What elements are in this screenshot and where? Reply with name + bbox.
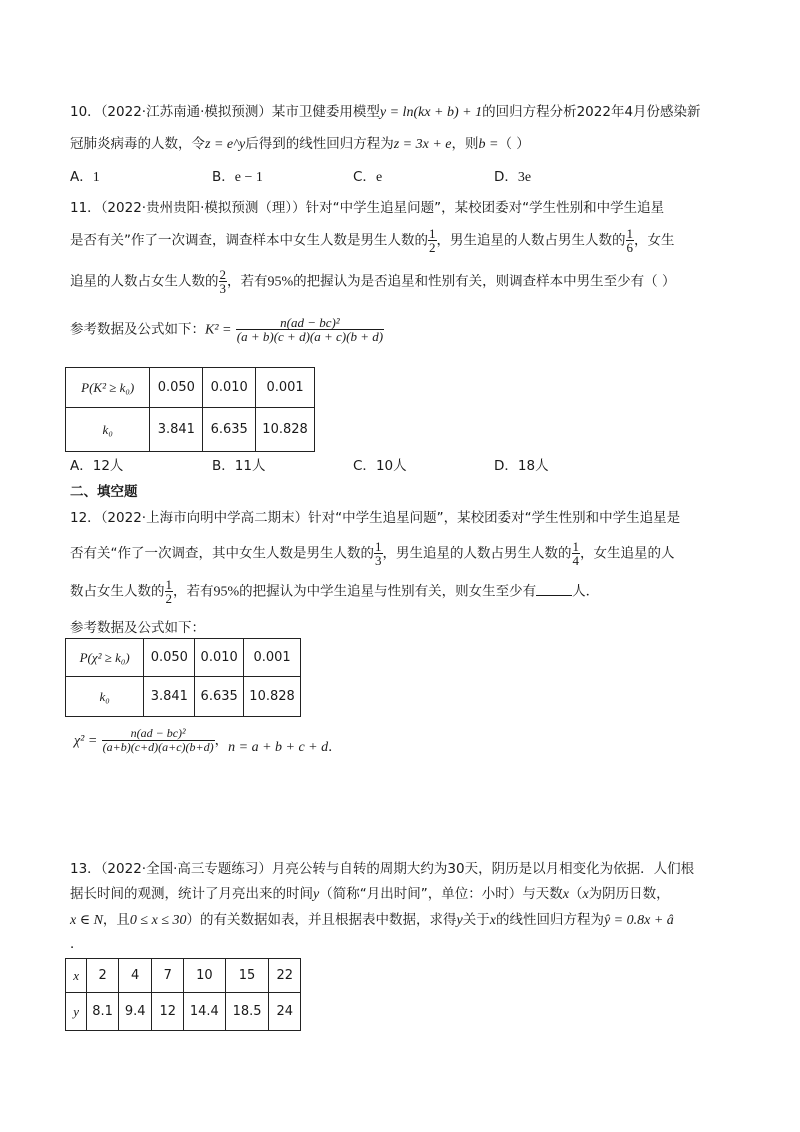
q10-option-a: A．1: [70, 169, 100, 185]
q11-option-c: C．10人: [353, 458, 407, 474]
section-heading: 二、填空题: [70, 484, 138, 500]
q12-line3: 数占女生人数的 $\frac{1}{2}$ ，若有95%的把握认为中学生追星与性别有关，则女生至少有 人．: [70, 577, 600, 606]
q13-table-head-y: y: [66, 993, 87, 1031]
q13-number: 13．: [70, 861, 101, 877]
table-cell: 3.841: [144, 677, 195, 717]
q11-table-head-p: P(K² ≥ k₀): [66, 368, 150, 408]
q11-number: 11．: [70, 200, 101, 216]
q11-line1: [70, 196, 664, 216]
answer-blank[interactable]: [536, 581, 572, 596]
q11-line2: 是否有关”作了一次调查，调查样本中女生人数是男生人数的 $\frac{1}{2}$ ，男生追星的人数占男生人数的 $\frac{1}{6}$ ，女生: [70, 226, 675, 255]
q13-line3: x ∈ N，且0 ≤ x ≤ 30）的有关数据如表，并且根据表中数据，求得y关于x的线性回归方程为ŷ = 0.8x + â: [70, 912, 674, 928]
table-cell: 10: [183, 959, 225, 993]
q13-line1: 13．（2022·全国·高三专题练习）月亮公转与自转的周期大约为30天，阴历是以月相变化为依据．人们根: [70, 861, 695, 877]
q11-formula-fraction: $\frac{\text{n(ad − bc)²}}{(a + b)(c + d)(a + c)(b + d)}$: [236, 315, 384, 344]
q10-option-b: B．e − 1: [212, 169, 263, 185]
q10-number: 10．: [70, 104, 101, 120]
q12-formula: χ² = $\frac{\text{n(ad − bc)²}}{(a+b)(c+d)(a+c)(b+d)}$ ，n = a + b + c + d．: [74, 726, 342, 755]
table-cell: 14.4: [183, 993, 225, 1031]
q12-table-head-p: P(χ² ≥ k₀): [66, 639, 144, 677]
table-cell: 6.635: [203, 408, 256, 452]
table-cell: 4: [118, 959, 152, 993]
table-cell: 3.841: [150, 408, 203, 452]
table-cell: 0.050: [150, 368, 203, 408]
q12-table-head-k: k₀: [66, 677, 144, 717]
table-cell: 10.828: [256, 408, 315, 452]
q13-regression: ŷ = 0.8x + â: [603, 913, 674, 928]
table-cell: 2: [87, 959, 119, 993]
table-cell: 8.1: [87, 993, 119, 1031]
table-cell: 7: [152, 959, 184, 993]
q10-paren: （ ）: [498, 136, 530, 152]
q11-source: （2022·贵州贵阳·模拟预测（理））: [100, 200, 306, 216]
q10-source: （2022·江苏南通·模拟预测）: [100, 104, 272, 120]
q13-line4: ．: [70, 936, 84, 952]
q10-text: 某市卫健委用模型: [271, 104, 380, 120]
table-cell: 24: [269, 993, 301, 1031]
q10-line2: [70, 132, 530, 153]
q10-regression: z = 3x + e: [393, 137, 452, 152]
q12-line1: 12．（2022·上海市向明中学高二期末）针对“中学生追星问题”，某校团委对“学生性别和中学生追星是: [70, 510, 681, 526]
table-cell: 0.001: [244, 639, 301, 677]
q10-option-c: C．e: [353, 169, 383, 185]
q13-source: （2022·全国·高三专题练习）: [100, 861, 272, 877]
q10-text: 的回归方程分析2022年4月份感染新: [482, 104, 701, 120]
table-cell: 18.5: [225, 993, 269, 1031]
q11-option-b: B．11人: [212, 458, 266, 474]
table-cell: 0.010: [195, 639, 244, 677]
q13-table: [65, 958, 301, 1031]
q11-option-d: D．18人: [494, 458, 549, 474]
q11-table-head-k: k₀: [66, 408, 150, 452]
table-cell: 9.4: [118, 993, 152, 1031]
q11-option-a: A．12人: [70, 458, 124, 474]
q12-percent: 95%: [213, 584, 240, 600]
q11-formula-lhs: K² =: [205, 322, 232, 338]
q11-fraction-3: $\frac{2}{3}$: [219, 267, 226, 296]
q11-table: [65, 367, 315, 452]
q10-line1: [70, 100, 701, 121]
table-cell: 12: [152, 993, 184, 1031]
q10-ask: b =: [478, 137, 499, 152]
q10-option-d: D．3e: [494, 169, 532, 185]
table-cell: 22: [269, 959, 301, 993]
table-cell: 0.010: [203, 368, 256, 408]
q11-percent: 95%: [267, 274, 294, 290]
table-cell: 6.635: [195, 677, 244, 717]
q11-ref-label: 参考数据及公式如下：: [70, 321, 205, 338]
q12-ref-label: 参考数据及公式如下：: [70, 620, 205, 636]
q12-formula-fraction: $\frac{\text{n(ad − bc)²}}{(a+b)(c+d)(a+c)(b+d)}$: [102, 726, 214, 754]
table-cell: 0.050: [144, 639, 195, 677]
q11-text: 针对“中学生追星问题”，某校团委对“学生性别和中学生追星: [305, 200, 665, 216]
q11-formula: [70, 316, 384, 343]
q10-substitution: z = e^y: [205, 137, 246, 152]
q12-fraction-3: $\frac{1}{2}$: [165, 577, 172, 606]
q10-text: ，则: [451, 136, 479, 152]
q10-model: y = ln(kx + b) + 1: [379, 105, 483, 120]
q12-table: [65, 638, 301, 717]
q13-table-head-x: x: [66, 959, 87, 993]
q12-fraction-1: $\frac{1}{3}$: [375, 539, 382, 568]
q12-source: （2022·上海市向明中学高二期末）: [100, 510, 309, 526]
q10-text: 后得到的线性回归方程为: [245, 136, 394, 152]
q12-line2: 否有关“作了一次调查，其中女生人数是男生人数的 $\frac{1}{3}$ ，男生追星的人数占男生人数的 $\frac{1}{4}$ ，女生追星的人: [70, 539, 675, 568]
table-cell: 10.828: [244, 677, 301, 717]
q10-text: 冠肺炎病毒的人数，令: [70, 136, 205, 152]
table-cell: 15: [225, 959, 269, 993]
q13-line2: 据长时间的观测，统计了月亮出来的时间y（简称“月出时间”，单位：小时）与天数x（x为阴历日数，: [70, 886, 670, 902]
q11-line3: 追星的人数占女生人数的 $\frac{2}{3}$ ，若有95%的把握认为是否追星和性别有关，则调查样本中男生至少有（ ）: [70, 267, 676, 296]
table-cell: 0.001: [256, 368, 315, 408]
q11-fraction-1: $\frac{1}{2}$: [429, 226, 436, 255]
q12-fraction-2: $\frac{1}{4}$: [572, 539, 579, 568]
q12-number: 12．: [70, 510, 101, 526]
q11-fraction-2: $\frac{1}{6}$: [626, 226, 633, 255]
